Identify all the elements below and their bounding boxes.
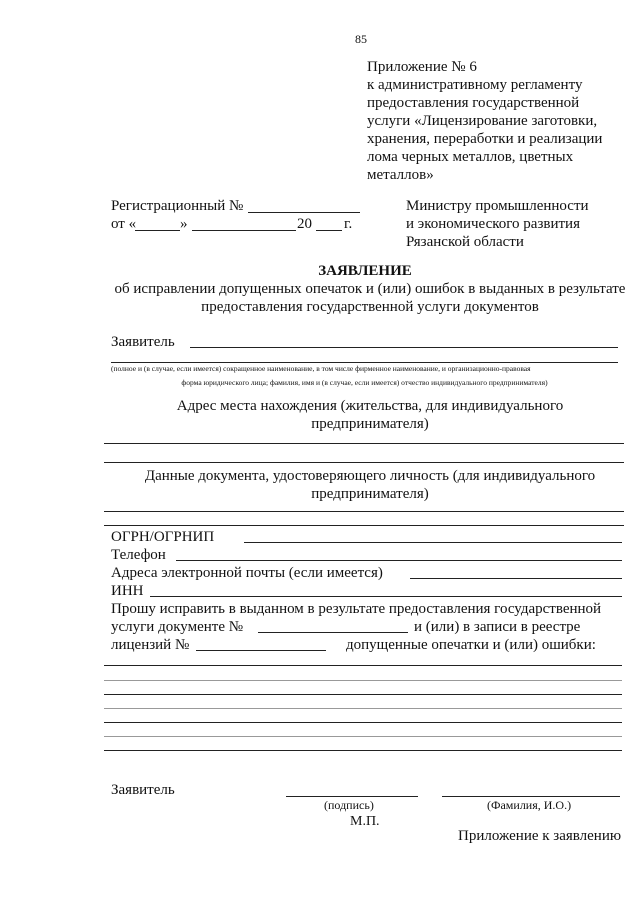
appendix-block — [367, 58, 602, 184]
request-line-2-start: услуги документе № — [111, 619, 244, 635]
page-number: 85 — [355, 32, 367, 46]
applicant-field-continuation[interactable] — [111, 362, 618, 363]
request-line-3-start: лицензий № — [111, 637, 190, 653]
appendix-line: лома черных металлов, цветных — [367, 149, 574, 165]
errors-line-4[interactable] — [104, 708, 622, 709]
errors-line-2[interactable] — [104, 680, 622, 681]
request-line-1: Прошу исправить в выданном в результате предоставления государственной — [111, 601, 602, 617]
request-line-2-end: и (или) в записи в реестре — [414, 619, 581, 635]
errors-line-1[interactable] — [104, 665, 622, 666]
errors-line-5[interactable] — [104, 722, 622, 723]
inn-field[interactable] — [150, 596, 622, 597]
document-number-field[interactable] — [258, 632, 408, 633]
date-day-field[interactable] — [135, 230, 180, 231]
address-field-1[interactable] — [104, 443, 624, 444]
name-field[interactable] — [442, 796, 620, 797]
addressee-line: Рязанской области — [406, 234, 524, 250]
addressee-block — [406, 197, 589, 251]
phone-label: Телефон — [111, 547, 166, 563]
document-subtitle-line-1: об исправлении допущенных опечаток и (или) ошибок в выданных в результате — [114, 281, 626, 297]
errors-line-6[interactable] — [104, 736, 622, 737]
appendix-line: услуги «Лицензирование заготовки, — [367, 113, 598, 129]
stamp-label: М.П. — [350, 814, 380, 829]
signature-hint: (подпись) — [324, 798, 374, 812]
name-hint: (Фамилия, И.О.) — [487, 798, 572, 812]
date-year-suffix: г. — [344, 216, 353, 232]
applicant-label: Заявитель — [111, 334, 175, 350]
addressee-line: Министру промышленности — [406, 198, 589, 214]
address-heading-line-2: предпринимателя) — [311, 416, 429, 432]
addressee-line: и экономического развития — [406, 216, 580, 232]
errors-line-7[interactable] — [104, 750, 622, 751]
date-year-field[interactable] — [316, 230, 342, 231]
identity-heading-line-1: Данные документа, удостоверяющего личность (для индивидуального — [144, 468, 596, 484]
applicant-field[interactable] — [190, 347, 618, 348]
errors-line-3[interactable] — [104, 694, 622, 695]
attachment-label: Приложение к заявлению — [458, 828, 622, 844]
request-line-3-end: допущенные опечатки и (или) ошибки: — [346, 637, 596, 653]
inn-label: ИНН — [111, 583, 144, 599]
license-number-field[interactable] — [196, 650, 326, 651]
identity-heading-line-2: предпринимателя) — [311, 486, 429, 502]
identity-field-2[interactable] — [104, 525, 624, 526]
ogrn-label: ОГРН/ОГРНИП — [111, 529, 215, 545]
date-quote-close: » — [180, 216, 188, 232]
signature-field[interactable] — [286, 796, 418, 797]
applicant-hint-line-2: форма юридического лица; фамилия, имя и (в случае, если имеется) отчество индивидуального предпринимателя) — [181, 378, 548, 387]
email-field[interactable] — [410, 578, 622, 579]
ogrn-field[interactable] — [244, 542, 622, 543]
signature-applicant-label: Заявитель — [111, 782, 175, 798]
appendix-line: к административному регламенту — [367, 77, 583, 93]
address-field-2[interactable] — [104, 462, 624, 463]
applicant-hint-line-1: (полное и (в случае, если имеется) сокращенное наименование, в том числе фирменное наименование, и организационно-правовая — [111, 364, 531, 373]
document-subtitle-line-2: предоставления государственной услуги документов — [201, 299, 539, 315]
appendix-line: предоставления государственной — [367, 95, 580, 111]
date-from-label: от « — [111, 216, 137, 232]
appendix-line: металлов» — [367, 167, 434, 183]
email-label: Адреса электронной почты (если имеется) — [111, 565, 383, 581]
document-title: ЗАЯВЛЕНИЕ — [318, 263, 412, 279]
date-year-prefix: 20 — [297, 216, 312, 232]
registration-number-label: Регистрационный № — [111, 198, 244, 214]
appendix-line: хранения, переработки и реализации — [367, 131, 603, 147]
date-month-field[interactable] — [192, 230, 296, 231]
identity-field-1[interactable] — [104, 511, 624, 512]
appendix-line: Приложение № 6 — [367, 59, 477, 75]
registration-number-field[interactable] — [248, 212, 360, 213]
address-heading-line-1: Адрес места нахождения (жительства, для индивидуального — [176, 398, 564, 414]
phone-field[interactable] — [176, 560, 622, 561]
